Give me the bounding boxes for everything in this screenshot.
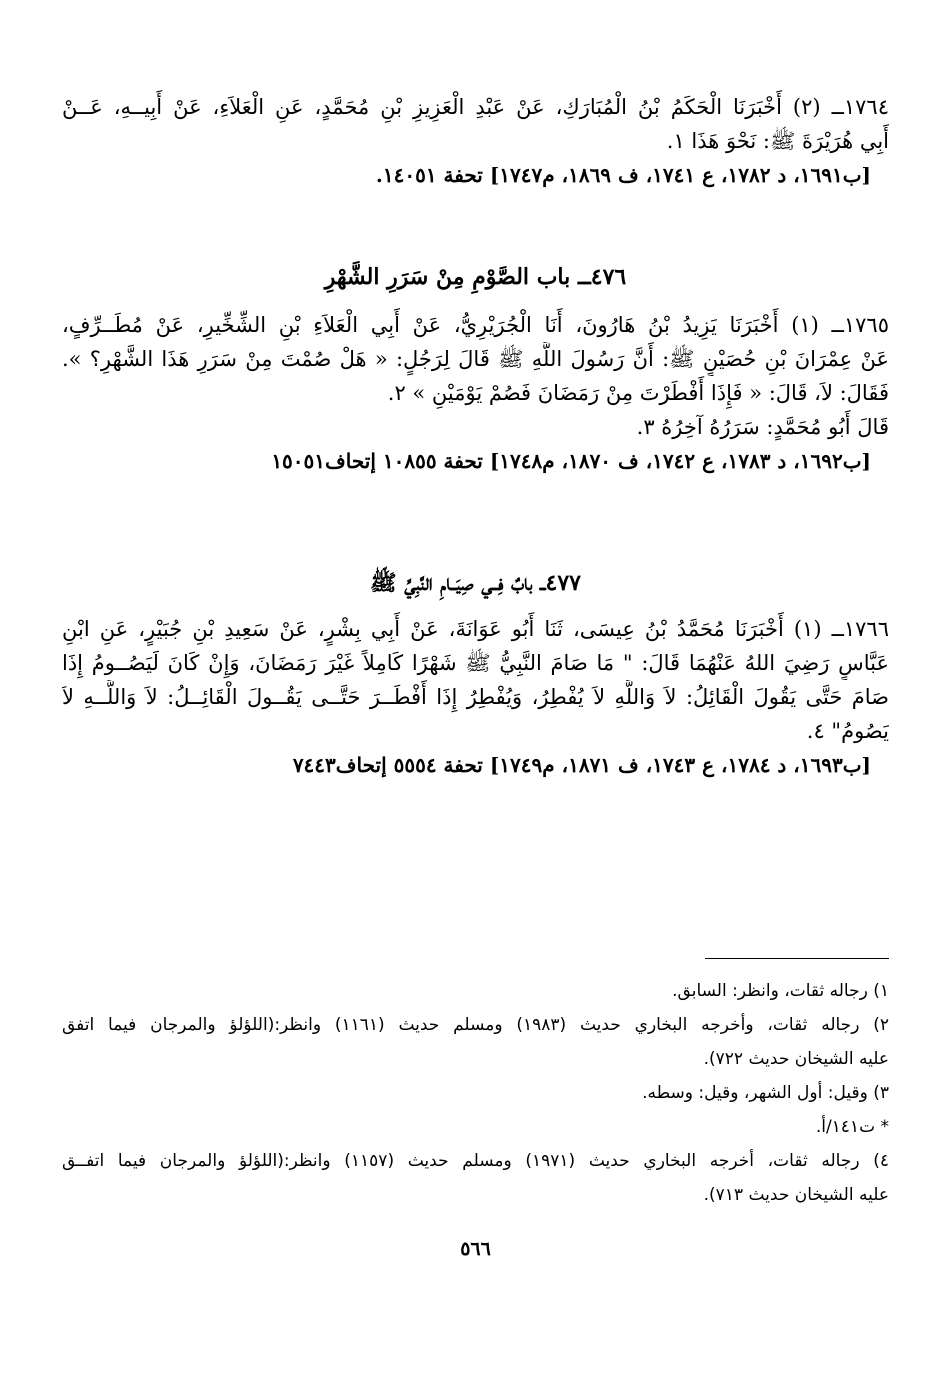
chapter-476 [62,260,889,294]
hadith-1765-line-1: ١٧٦٥ــ (١) أَخْبَرَنَا يَزِيدُ بْنُ هَارُونَ، أَنَا الْجُرَيْرِيُّ، عَنْ أَبِي الْعَلاَءِ بْنِ الشِّخِّيرِ، عَنْ مُطَــرِّفٍ، [62,313,889,337]
footnote-star: * ت١٤١/أ. [815,1117,889,1137]
footnote-2-line-2: عليه الشيخان حديث ٧٢٢). [703,1049,889,1069]
hadith-1764-line-1: ١٧٦٤ــ (٢) أَخْبَرَنَا الْحَكَمُ بْنُ الْمُبَارَكِ، عَنْ عَبْدِ الْعَزِيزِ بْنِ مُحَمَّدٍ، عَنِ الْعَلاَءِ، عَنْ أَبِيــهِ، عَــنْ [62,95,889,119]
hadith-1766-line-3: صَامَ حَتَّى يَقُولَ الْقَائِلُ: لاَ وَاللَّهِ لاَ يُفْطِرُ، وَيُفْطِرُ إِذَا أَفْطَــرَ حَتَّــى يَقُــولَ الْقَائِــلُ: لاَ وَاللَّــهِ لاَ [62,685,889,709]
hadith-1764-references: [ب١٦٩١، د ١٧٨٢، ع ١٧٤١، ف ١٨٦٩، م١٧٤٧] تحفة ١٤٠٥١. [375,163,871,187]
footnote-3: ٣) وقيل: أول الشهر، وقيل: وسطه. [642,1083,889,1103]
hadith-1766-line-2: عَبَّاسٍ رَضِيَ اللهُ عَنْهُمَا قَالَ: " مَا صَامَ النَّبِيُّ ﷺ شَهْرًا كَامِلاً غَيْرَ رَمَضَانَ، وَإِنْ كَانَ لَيَصُــومُ إِذَا [62,651,889,675]
hadith-1765 [62,308,889,478]
footnote-1: ١) رجاله ثقات، وانظر: السابق. [672,981,889,1001]
footnote-4-line-1: ٤) رجاله ثقات، أخرجه البخاري حديث (١٩٧١) ومسلم حديث (١١٥٧) وانظر:(اللؤلؤ والمرجان فيما اتفــق [62,1151,889,1171]
hadith-1764 [62,90,889,192]
hadith-1766 [62,612,889,782]
footnote-separator [705,958,889,959]
footnote-2-line-1: ٢) رجاله ثقات، وأخرجه البخاري حديث (١٩٨٣) ومسلم حديث (١١٦١) وانظر:(اللؤلؤ والمرجان فيما اتفق [62,1015,889,1035]
hadith-1764-line-2: أَبِي هُرَيْرَةَ ﷺ: نَحْوَ هَذَا ١. [666,129,889,153]
hadith-1765-line-2: عَنْ عِمْرَانَ بْنِ حُصَيْنٍ ﷺ: أَنَّ رَسُولَ اللَّهِ ﷺ قَالَ لِرَجُلٍ: « هَلْ صُمْتَ مِنْ سَرَرِ هَذَا الشَّهْرِ؟ ». [62,347,889,371]
hadith-1766-line-1: ١٧٦٦ــ (١) أَخْبَرَنَا مُحَمَّدُ بْنُ عِيسَى، ثَنَا أَبُو عَوَانَةَ، عَنْ أَبِي بِشْرٍ، عَنْ سَعِيدِ بْنِ جُبَيْرٍ، عَنِ ابْنِ [62,617,889,641]
chapter-477 [62,566,889,600]
footnotes [62,974,889,1212]
footnote-4-line-2: عليه الشيخان حديث ٧١٣). [703,1185,889,1205]
hadith-1765-line-4: قَالَ أَبُو مُحَمَّدٍ: سَرَرُهُ آخِرُهُ ٣. [636,415,889,439]
hadith-1765-line-3: فَقَالَ: لاَ، قَالَ: « فَإِذَا أَفْطَرْتَ مِنْ رَمَضَانَ فَصُمْ يَوْمَيْنِ » ٢. [387,381,889,405]
hadith-1765-references: [ب١٦٩٢، د ١٧٨٣، ع ١٧٤٢، ف ١٨٧٠، م١٧٤٨] تحفة ١٠٨٥٥ إتحاف١٥٠٥١ [271,449,871,473]
chapter-477-title: ٤٧٧ــ بابٌ فِــي صِيَــامِ النَّبِيِّ ﷺ [370,570,581,596]
hadith-1766-references: [ب١٦٩٣، د ١٧٨٤، ع ١٧٤٣، ف ١٨٧١، م١٧٤٩] تحفة ٥٥٥٤ إتحاف٧٤٤٣ [292,753,871,777]
chapter-476-title: ٤٧٦ــ باب الصَّوْمِ مِنْ سَرَرِ الشَّهْرِ [324,264,627,290]
hadith-1766-line-4: يَصُومُ" ٤. [806,719,889,743]
page-number: ٥٦٦ [460,1238,491,1260]
